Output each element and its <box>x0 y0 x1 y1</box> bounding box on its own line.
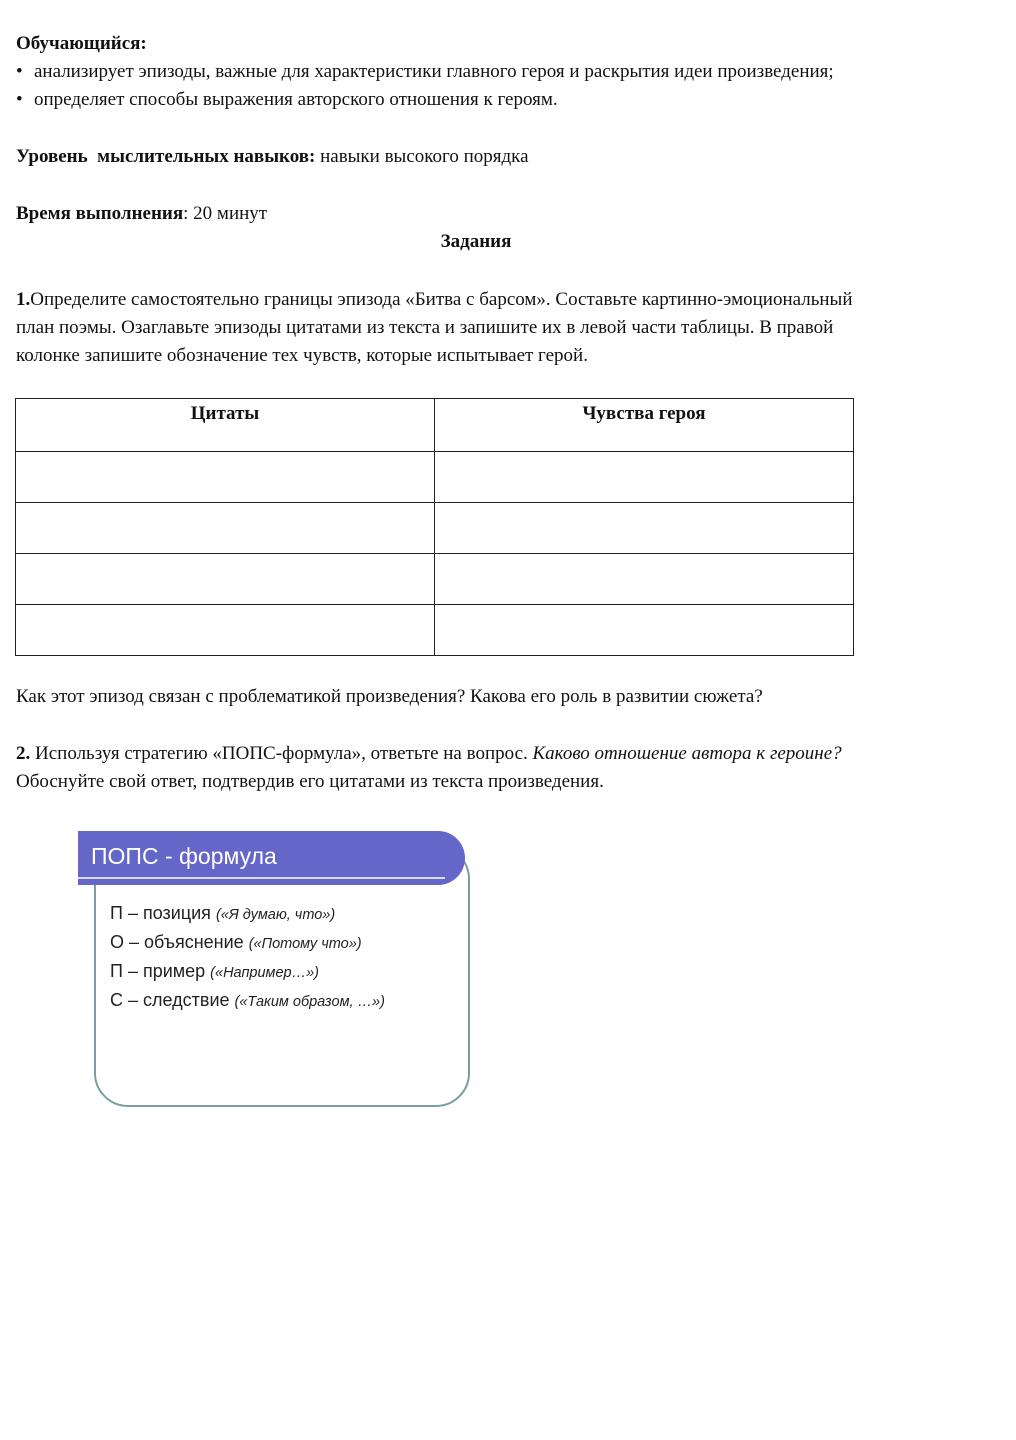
objectives-heading: Обучающийся: <box>16 33 147 54</box>
pops-item-hint: («Потому что») <box>248 936 362 952</box>
pops-item-hint: («Я думаю, что») <box>215 907 336 923</box>
pops-item-term: П – позиция <box>110 903 211 923</box>
task2-number: 2. <box>16 743 31 764</box>
task2-line: Обоснуйте свой ответ, подтвердив его цитатами из текста произведения. <box>16 771 604 792</box>
table-row <box>16 554 854 605</box>
pops-item-hint: («Таким образом, …») <box>234 994 385 1010</box>
thinking-level-value: навыки высокого порядка <box>315 146 529 167</box>
table-cell-quote[interactable] <box>16 605 435 656</box>
table-header-row <box>16 399 854 452</box>
completion-time-label: Время выполнения <box>16 203 184 224</box>
table-cell-quote[interactable] <box>16 554 435 605</box>
completion-time-value: : 20 минут <box>183 203 268 224</box>
bullet-icon: • <box>16 89 23 110</box>
task1-text: Определите самостоятельно границы эпизода «Битва с барсом». Составьте картинно-эмоциональный <box>30 289 853 310</box>
task2-text: Используя стратегию «ПОПС-формула», ответьте на вопрос. <box>30 743 533 764</box>
objective-text: определяет способы выражения авторского отношения к героям. <box>34 89 558 110</box>
table-cell-feeling[interactable] <box>435 503 854 554</box>
thinking-level <box>16 143 529 171</box>
pops-item-term: С – следствие <box>110 990 230 1010</box>
task2-line <box>16 740 842 768</box>
objective-item <box>16 86 558 114</box>
pops-item-term: О – объяснение <box>110 932 244 952</box>
pops-item-explanation <box>110 929 362 957</box>
completion-time <box>16 200 267 228</box>
table-row <box>16 503 854 554</box>
pops-item-example <box>110 958 319 986</box>
table-cell-feeling[interactable] <box>435 554 854 605</box>
table-cell-feeling[interactable] <box>435 452 854 503</box>
bullet-icon: • <box>16 61 23 82</box>
table-row <box>16 452 854 503</box>
objective-item <box>16 58 834 86</box>
tasks-heading: Задания <box>440 231 512 252</box>
pops-item-hint: («Например…») <box>210 965 320 981</box>
column-header-quotes: Цитаты <box>16 399 435 452</box>
table-cell-quote[interactable] <box>16 452 435 503</box>
episode-question: Как этот эпизод связан с проблематикой произведения? Какова его роль в развитии сюжета? <box>16 686 763 707</box>
task1-line: план поэмы. Озаглавьте эпизоды цитатами из текста и запишите их в левой части таблицы. В правой <box>16 317 834 338</box>
task1-line: колонке запишите обозначение тех чувств, которые испытывает герой. <box>16 345 588 366</box>
task1-line <box>16 286 852 314</box>
thinking-level-label: Уровень мыслительных навыков: <box>16 146 316 167</box>
table-cell-quote[interactable] <box>16 503 435 554</box>
column-header-feelings: Чувства героя <box>435 399 854 452</box>
pops-header-divider <box>78 877 445 879</box>
quotes-feelings-table <box>15 398 854 656</box>
task2-question: Каково отношение автора к героине? <box>532 743 842 764</box>
pops-formula-header <box>78 831 465 885</box>
task1-number: 1. <box>16 289 31 310</box>
table-row <box>16 605 854 656</box>
pops-item-consequence <box>110 987 385 1015</box>
objective-text: анализирует эпизоды, важные для характеристики главного героя и раскрытия идеи произведения; <box>34 61 834 82</box>
pops-formula-title: ПОПС - формула <box>91 843 277 869</box>
pops-item-term: П – пример <box>110 961 206 981</box>
table-cell-feeling[interactable] <box>435 605 854 656</box>
pops-item-position <box>110 900 335 928</box>
